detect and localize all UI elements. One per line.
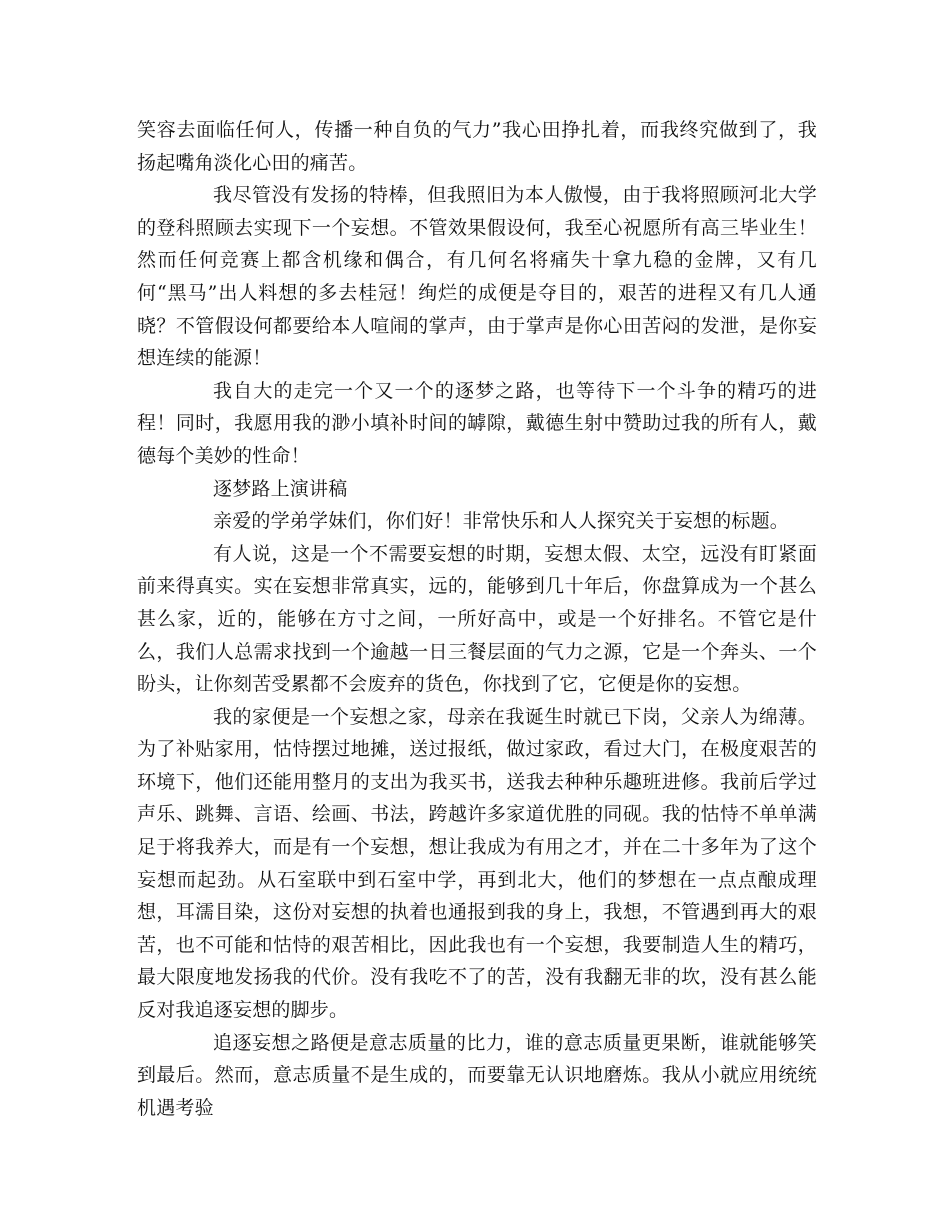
speech-title: 逐梦路上演讲稿 <box>213 477 348 500</box>
document-body <box>137 114 817 1124</box>
paragraph-greeting: 亲爱的学弟学妹们，你们好！非常快乐和人人探究关于妄想的标题。 <box>213 510 790 533</box>
paragraph-family-dream: 我的家便是一个妄想之家，母亲在我诞生时就已下岗，父亲人为绵薄。为了补贴家用，怙恃摆过地摊，送过报纸，做过家政，看过大门，在极度艰苦的环境下，他们还能用整月的支出为我买书，送我去种种乐趣班进修。我前后学过声乐、跳舞、言语、绘画、书法，跨越许多家道优胜的同砚。我的怙恃不单单满足于将我养大，而是有一个妄想，想让我成为有用之才，并在二十多年为了这个妄想而起劲。从石室联中到石室中学，再到北大，他们的梦想在一点点酿成理想，耳濡目染，这份对妄想的执着也通报到我的身上，我想，不管遇到再大的艰苦，也不可能和怙恃的艰苦相比，因此我也有一个妄想，我要制造人生的精巧，最大限度地发扬我的代价。没有我吃不了的苦，没有我翻无非的坎，没有甚么能反对我追逐妄想的脚步。 <box>137 705 817 1022</box>
paragraph-willpower: 追逐妄想之路便是意志质量的比力，谁的意志质量更果断，谁就能够笑到最后。然而，意志质量不是生成的，而要靠无认识地磨炼。我从小就应用统统机遇考验 <box>137 1031 817 1119</box>
paragraph-gratitude: 我自大的走完一个又一个的逐梦之路，也等待下一个斗争的精巧的进程！同时，我愿用我的渺小填补时间的罅隙，戴德生射中赞助过我的所有人，戴德每个美妙的性命！ <box>137 379 817 467</box>
paragraph-dream-definition: 有人说，这是一个不需要妄想的时期，妄想太假、太空，远没有盯紧面前来得真实。实在妄想非常真实，远的，能够到几十年后，你盘算成为一个甚么甚么家，近的，能够在方寸之间，一所好高中，或是一个好排名。不管它是什么，我们人总需求找到一个逾越一日三餐层面的气力之源，它是一个奔头、一个盼头，让你刻苦受累都不会废弃的货色，你找到了它，它便是你的妄想。 <box>137 542 817 696</box>
paragraph-pride: 我尽管没有发扬的特棒，但我照旧为本人傲慢，由于我将照顾河北大学的登科照顾去实现下一个妄想。不管效果假设何，我至心祝愿所有高三毕业生！然而任何竞赛上都含机缘和偶合，有几何名将痛失十拿九稳的金牌，又有几何“黑马”出人料想的多去桂冠！绚烂的成便是夺目的，艰苦的进程又有几人通晓？不管假设何都要给本人喧闹的掌声，由于掌声是你心田苦闷的发泄，是你妄想连续的能源！ <box>137 184 817 370</box>
paragraph-continuation: 笑容去面临任何人，传播一种自负的气力”我心田挣扎着，而我终究做到了，我扬起嘴角淡化心田的痛苦。 <box>137 119 817 174</box>
